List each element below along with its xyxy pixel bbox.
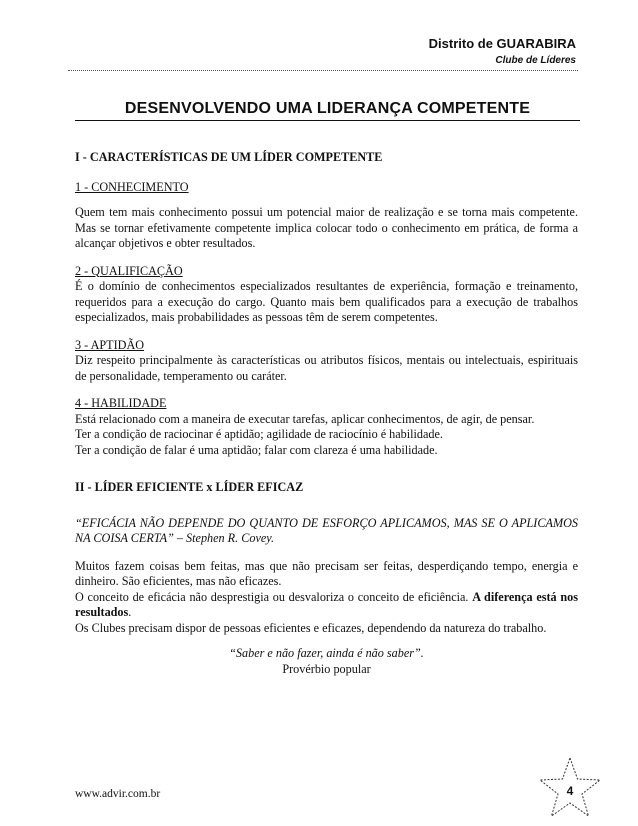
paragraph-eficacia-bold: A diferença está nos resultados <box>75 589 578 619</box>
item-text: É o domínio de conhecimentos especializados resultantes de experiência, formação e treinamento, requeridos para a execução do cargo. Quanto mais bem qualificados para a execução de trabalhos especializados, mais probabilidades as pessoas têm de serem competentes. <box>75 279 578 324</box>
item-text: Ter a condição de raciocinar é aptidão; agilidade de raciocínio é habilidade. <box>75 427 443 441</box>
item-heading: 4 - HABILIDADE <box>75 396 167 410</box>
item-aptidao <box>75 338 578 385</box>
covey-quote: “EFICÁCIA NÃO DEPENDE DO QUANTO DE ESFORÇO APLICAMOS, MAS SE O APLICAMOS NA COISA CERTA” – Stephen R. Covey. <box>75 515 578 545</box>
paragraph-eficacia-text: O conceito de eficácia não desprestigia ou desvaloriza o conceito de eficiência. <box>75 589 473 604</box>
page-number: 4 <box>566 784 574 798</box>
item-qualificacao <box>75 264 578 326</box>
section2-heading: II - LÍDER EFICIENTE x LÍDER EFICAZ <box>75 480 304 494</box>
header-subtitle: Clube de Líderes <box>495 55 576 66</box>
item-text: Está relacionado com a maneira de executar tarefas, aplicar conhecimentos, de agir, de pensar. <box>75 411 535 426</box>
item-text: Diz respeito principalmente às características ou atributos físicos, mentais ou intelectuais, espirituais de personalidade, temperamento ou caráter. <box>75 353 578 383</box>
header-title: Distrito de GUARABIRA <box>428 36 576 51</box>
item-heading: 1 - CONHECIMENTO <box>75 179 189 194</box>
paragraph-clubes: Os Clubes precisam dispor de pessoas eficientes e eficazes, dependendo da natureza do trabalho. <box>75 620 547 635</box>
section1-heading: I - CARACTERÍSTICAS DE UM LÍDER COMPETENTE <box>75 150 383 164</box>
item-heading: 3 - APTIDÃO <box>75 337 145 352</box>
proverb-source: Provérbio popular <box>282 661 371 676</box>
item-text: Ter a condição de falar é uma aptidão; falar com clareza é uma habilidade. <box>75 442 438 457</box>
item-habilidade <box>75 396 578 458</box>
paragraph-eficacia-end: . <box>128 605 132 619</box>
header-divider <box>68 70 578 71</box>
footer-url: www.advir.com.br <box>75 788 161 800</box>
item-text: Quem tem mais conhecimento possui um potencial maior de realização e se torna mais competente. Mas se tornar efetivamente competente implica colocar todo o conhecimento em prática, de forma a alcançar objetivos e obter resultados. <box>75 205 578 250</box>
paragraph-eficientes: Muitos fazem coisas bem feitas, mas que não precisam ser feitas, desperdiçando tempo, energia e dinheiro. São eficientes, mas não eficazes. <box>75 558 578 588</box>
item-heading: 2 - QUALIFICAÇÃO <box>75 263 183 278</box>
proverb-quote: “Saber e não fazer, ainda é não saber”. <box>229 646 424 660</box>
paragraph-eficacia <box>75 590 578 621</box>
page-title: DESENVOLVENDO UMA LIDERANÇA COMPETENTE <box>124 100 531 117</box>
document-body <box>75 150 578 677</box>
item-conhecimento <box>75 180 578 252</box>
title-underline <box>75 120 580 121</box>
